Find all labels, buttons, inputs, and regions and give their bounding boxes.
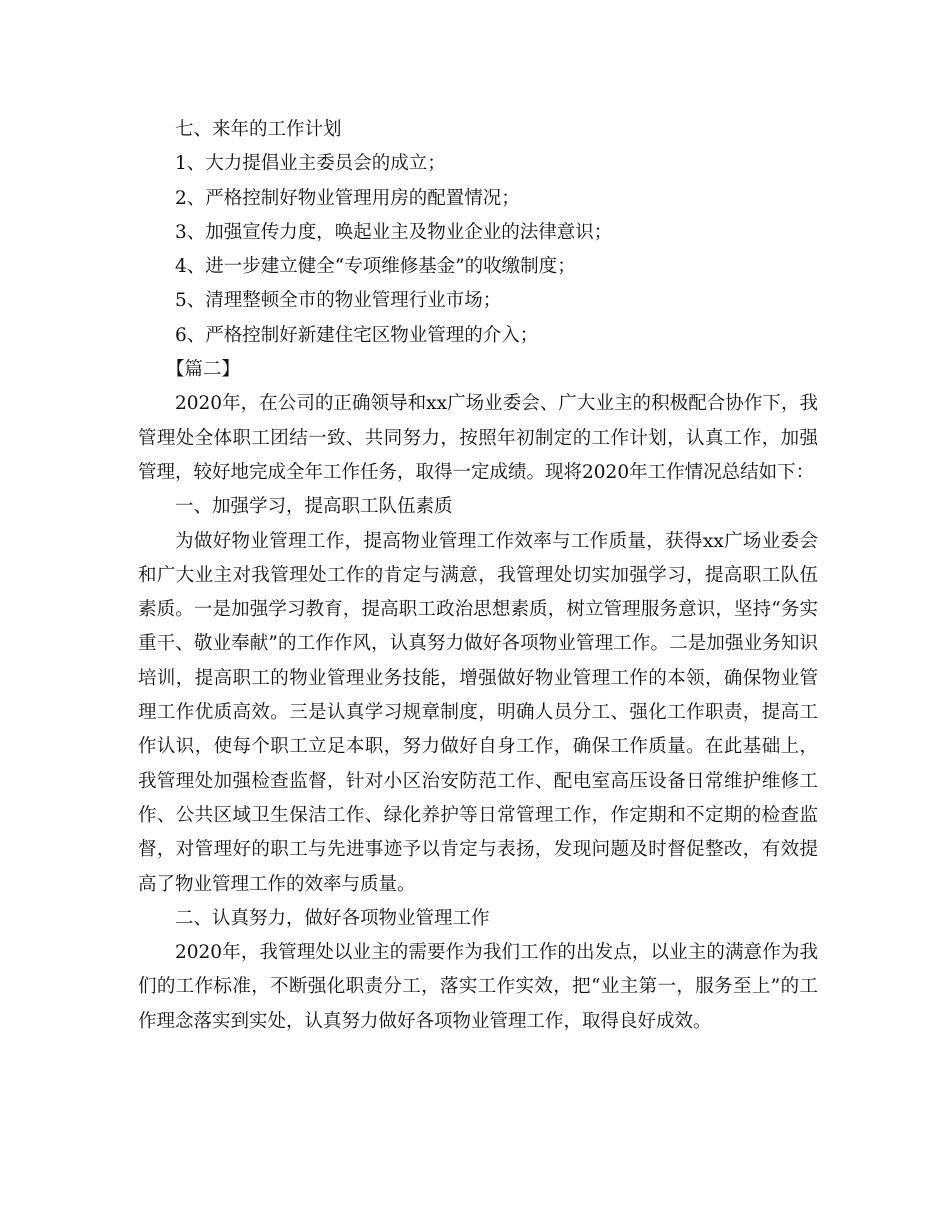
heading-one: 一、加强学习，提高职工队伍素质 <box>175 496 453 518</box>
plan-item-5: 5、清理整顿全市的物业管理行业市场； <box>175 290 502 312</box>
plan-item-6: 6、严格控制好新建住宅区物业管理的介入； <box>175 324 539 346</box>
plan-item-2: 2、严格控制好物业管理用房的配置情况； <box>175 187 520 209</box>
plan-item-3: 3、加强宣传力度，唤起业主及物业企业的法律意识； <box>175 221 613 243</box>
document-body <box>138 113 818 1039</box>
heading-two: 二、认真努力，做好各项物业管理工作 <box>175 907 490 929</box>
section-seven-title: 七、来年的工作计划 <box>175 119 342 140</box>
paragraph-one: 为做好物业管理工作，提高物业管理工作效率与工作质量，获得xx广场业委会和广大业主对我管理处工作的肯定与满意，我管理处切实加强学习，提高职工队伍素质。一是加强学习教育，提高职工政治思想素质，树立管理服务意识，坚持“务实重干、敬业奉献”的工作作风，认真努力做好各项物业管理工作。二是加强业务知识培训，提高职工的物业管理业务技能，增强做好物业管理工作的本领，确保物业管理工作优质高效。三是认真学习规章制度，明确人员分工、强化工作职责，提高工作认识，使每个职工立足本职，努力做好自身工作，确保工作质量。在此基础上，我管理处加强检查监督，针对小区治安防范工作、配电室高压设备日常维护维修工作、公共区域卫生保洁工作、绿化养护等日常管理工作，作定期和不定期的检查监督，对管理好的职工与先进事迹予以肯定与表扬，发现问题及时督促整改，有效提高了物业管理工作的效率与质量。 <box>138 530 818 895</box>
paragraph-two: 2020年，我管理处以业主的需要作为我们工作的出发点，以业主的满意作为我们的工作标准，不断强化职责分工，落实工作实效，把“业主第一，服务至上”的工作理念落实到实处，认真努力做好各项物业管理工作，取得良好成效。 <box>138 942 818 1032</box>
plan-item-4: 4、进一步建立健全“专项维修基金”的收缴制度； <box>175 256 576 278</box>
plan-item-1: 1、大力提倡业主委员会的成立； <box>175 153 446 175</box>
part-two-label: 【篇二】 <box>166 359 241 381</box>
part-two-intro: 2020年，在公司的正确领导和xx广场业委会、广大业主的积极配合协作下，我管理处全体职工团结一致、共同努力，按照年初制定的工作计划，认真工作，加强管理，较好地完成全年工作任务，取得一定成绩。现将2020年工作情况总结如下： <box>138 393 818 483</box>
